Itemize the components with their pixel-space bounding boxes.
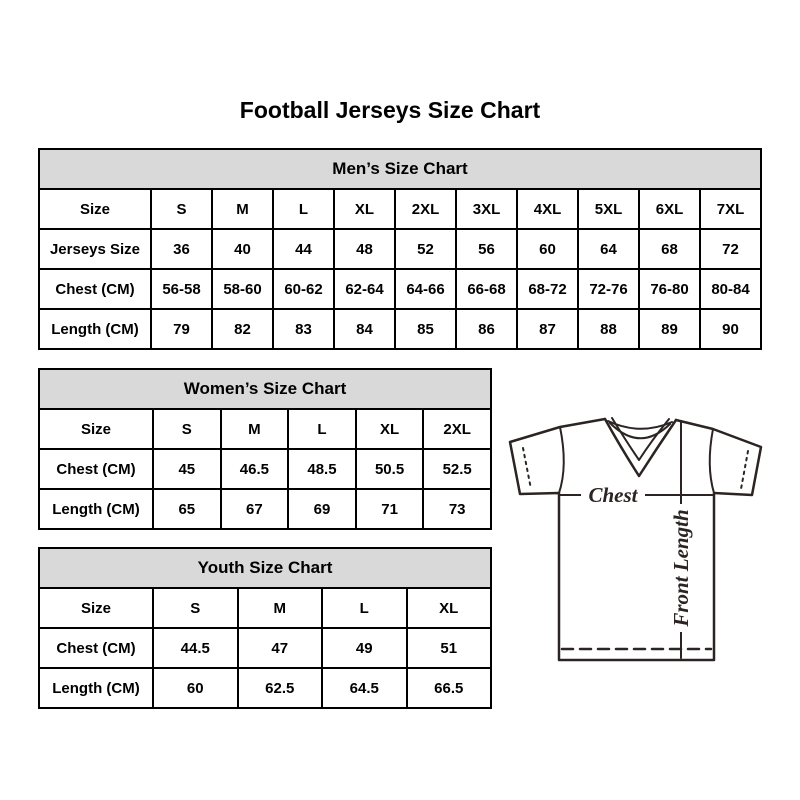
data-cell: 64.5 bbox=[322, 668, 407, 708]
row-label-cell: Length (CM) bbox=[39, 668, 153, 708]
data-cell: 64 bbox=[578, 229, 639, 269]
data-cell: 73 bbox=[423, 489, 491, 529]
column-header-cell: 7XL bbox=[700, 189, 761, 229]
chest-label: Chest bbox=[588, 483, 638, 507]
data-cell: 65 bbox=[153, 489, 221, 529]
table-row bbox=[39, 628, 491, 668]
data-cell: 64-66 bbox=[395, 269, 456, 309]
data-cell: 60 bbox=[517, 229, 578, 269]
data-cell: 56-58 bbox=[151, 269, 212, 309]
data-cell: 44 bbox=[273, 229, 334, 269]
data-cell: 90 bbox=[700, 309, 761, 349]
youth-size-table bbox=[38, 547, 492, 709]
data-cell: 62-64 bbox=[334, 269, 395, 309]
column-header-row bbox=[39, 588, 491, 628]
data-cell: 60-62 bbox=[273, 269, 334, 309]
data-cell: 88 bbox=[578, 309, 639, 349]
column-header-cell: 4XL bbox=[517, 189, 578, 229]
data-cell: 52 bbox=[395, 229, 456, 269]
data-cell: 89 bbox=[639, 309, 700, 349]
data-cell: 44.5 bbox=[153, 628, 238, 668]
data-cell: 87 bbox=[517, 309, 578, 349]
column-header-cell: XL bbox=[334, 189, 395, 229]
right-armhole-seam bbox=[710, 429, 714, 493]
row-label-cell: Chest (CM) bbox=[39, 449, 153, 489]
data-cell: 68 bbox=[639, 229, 700, 269]
data-cell: 86 bbox=[456, 309, 517, 349]
column-header-cell: L bbox=[322, 588, 407, 628]
column-header-row bbox=[39, 409, 491, 449]
womens-size-table bbox=[38, 368, 492, 530]
column-header-cell: L bbox=[273, 189, 334, 229]
column-header-cell: M bbox=[221, 409, 289, 449]
data-cell: 79 bbox=[151, 309, 212, 349]
column-header-cell: XL bbox=[407, 588, 492, 628]
data-cell: 56 bbox=[456, 229, 517, 269]
data-cell: 40 bbox=[212, 229, 273, 269]
column-header-row bbox=[39, 189, 761, 229]
row-label-cell: Chest (CM) bbox=[39, 628, 153, 668]
data-cell: 68-72 bbox=[517, 269, 578, 309]
column-header-cell: Size bbox=[39, 189, 151, 229]
column-header-cell: Size bbox=[39, 588, 153, 628]
data-cell: 50.5 bbox=[356, 449, 424, 489]
table-row bbox=[39, 269, 761, 309]
column-header-cell: L bbox=[288, 409, 356, 449]
data-cell: 58-60 bbox=[212, 269, 273, 309]
data-cell: 49 bbox=[322, 628, 407, 668]
left-cuff-stitch-line bbox=[523, 448, 531, 489]
column-header-cell: Size bbox=[39, 409, 153, 449]
table-row bbox=[39, 449, 491, 489]
column-header-cell: 2XL bbox=[395, 189, 456, 229]
mens-size-table bbox=[38, 148, 762, 350]
column-header-cell: S bbox=[153, 588, 238, 628]
right-cuff-stitch-line bbox=[741, 451, 748, 489]
table-row bbox=[39, 489, 491, 529]
column-header-cell: M bbox=[238, 588, 323, 628]
column-header-cell: 6XL bbox=[639, 189, 700, 229]
data-cell: 62.5 bbox=[238, 668, 323, 708]
table-row bbox=[39, 309, 761, 349]
row-label-cell: Jerseys Size bbox=[39, 229, 151, 269]
table-row bbox=[39, 229, 761, 269]
data-cell: 60 bbox=[153, 668, 238, 708]
table-title: Men’s Size Chart bbox=[39, 149, 761, 189]
data-cell: 52.5 bbox=[423, 449, 491, 489]
column-header-cell: 2XL bbox=[423, 409, 491, 449]
column-header-cell: M bbox=[212, 189, 273, 229]
data-cell: 47 bbox=[238, 628, 323, 668]
data-cell: 76-80 bbox=[639, 269, 700, 309]
table-row bbox=[39, 668, 491, 708]
data-cell: 46.5 bbox=[221, 449, 289, 489]
data-cell: 82 bbox=[212, 309, 273, 349]
front-length-label: Front Length bbox=[669, 509, 693, 627]
data-cell: 80-84 bbox=[700, 269, 761, 309]
data-cell: 72-76 bbox=[578, 269, 639, 309]
data-cell: 83 bbox=[273, 309, 334, 349]
table-title: Youth Size Chart bbox=[39, 548, 491, 588]
data-cell: 51 bbox=[407, 628, 492, 668]
data-cell: 71 bbox=[356, 489, 424, 529]
data-cell: 72 bbox=[700, 229, 761, 269]
row-label-cell: Length (CM) bbox=[39, 309, 151, 349]
row-label-cell: Chest (CM) bbox=[39, 269, 151, 309]
data-cell: 66-68 bbox=[456, 269, 517, 309]
data-cell: 66.5 bbox=[407, 668, 492, 708]
page-title: Football Jerseys Size Chart bbox=[239, 97, 541, 123]
left-armhole-seam bbox=[559, 427, 564, 493]
data-cell: 69 bbox=[288, 489, 356, 529]
column-header-cell: S bbox=[153, 409, 221, 449]
table-title: Women’s Size Chart bbox=[39, 369, 491, 409]
data-cell: 84 bbox=[334, 309, 395, 349]
data-cell: 48 bbox=[334, 229, 395, 269]
data-cell: 48.5 bbox=[288, 449, 356, 489]
column-header-cell: S bbox=[151, 189, 212, 229]
data-cell: 36 bbox=[151, 229, 212, 269]
data-cell: 67 bbox=[221, 489, 289, 529]
row-label-cell: Length (CM) bbox=[39, 489, 153, 529]
table-title-row bbox=[39, 548, 491, 588]
data-cell: 45 bbox=[153, 449, 221, 489]
table-title-row bbox=[39, 149, 761, 189]
table-title-row bbox=[39, 369, 491, 409]
jersey-measurement-illustration bbox=[500, 396, 780, 688]
data-cell: 85 bbox=[395, 309, 456, 349]
column-header-cell: XL bbox=[356, 409, 424, 449]
column-header-cell: 5XL bbox=[578, 189, 639, 229]
column-header-cell: 3XL bbox=[456, 189, 517, 229]
